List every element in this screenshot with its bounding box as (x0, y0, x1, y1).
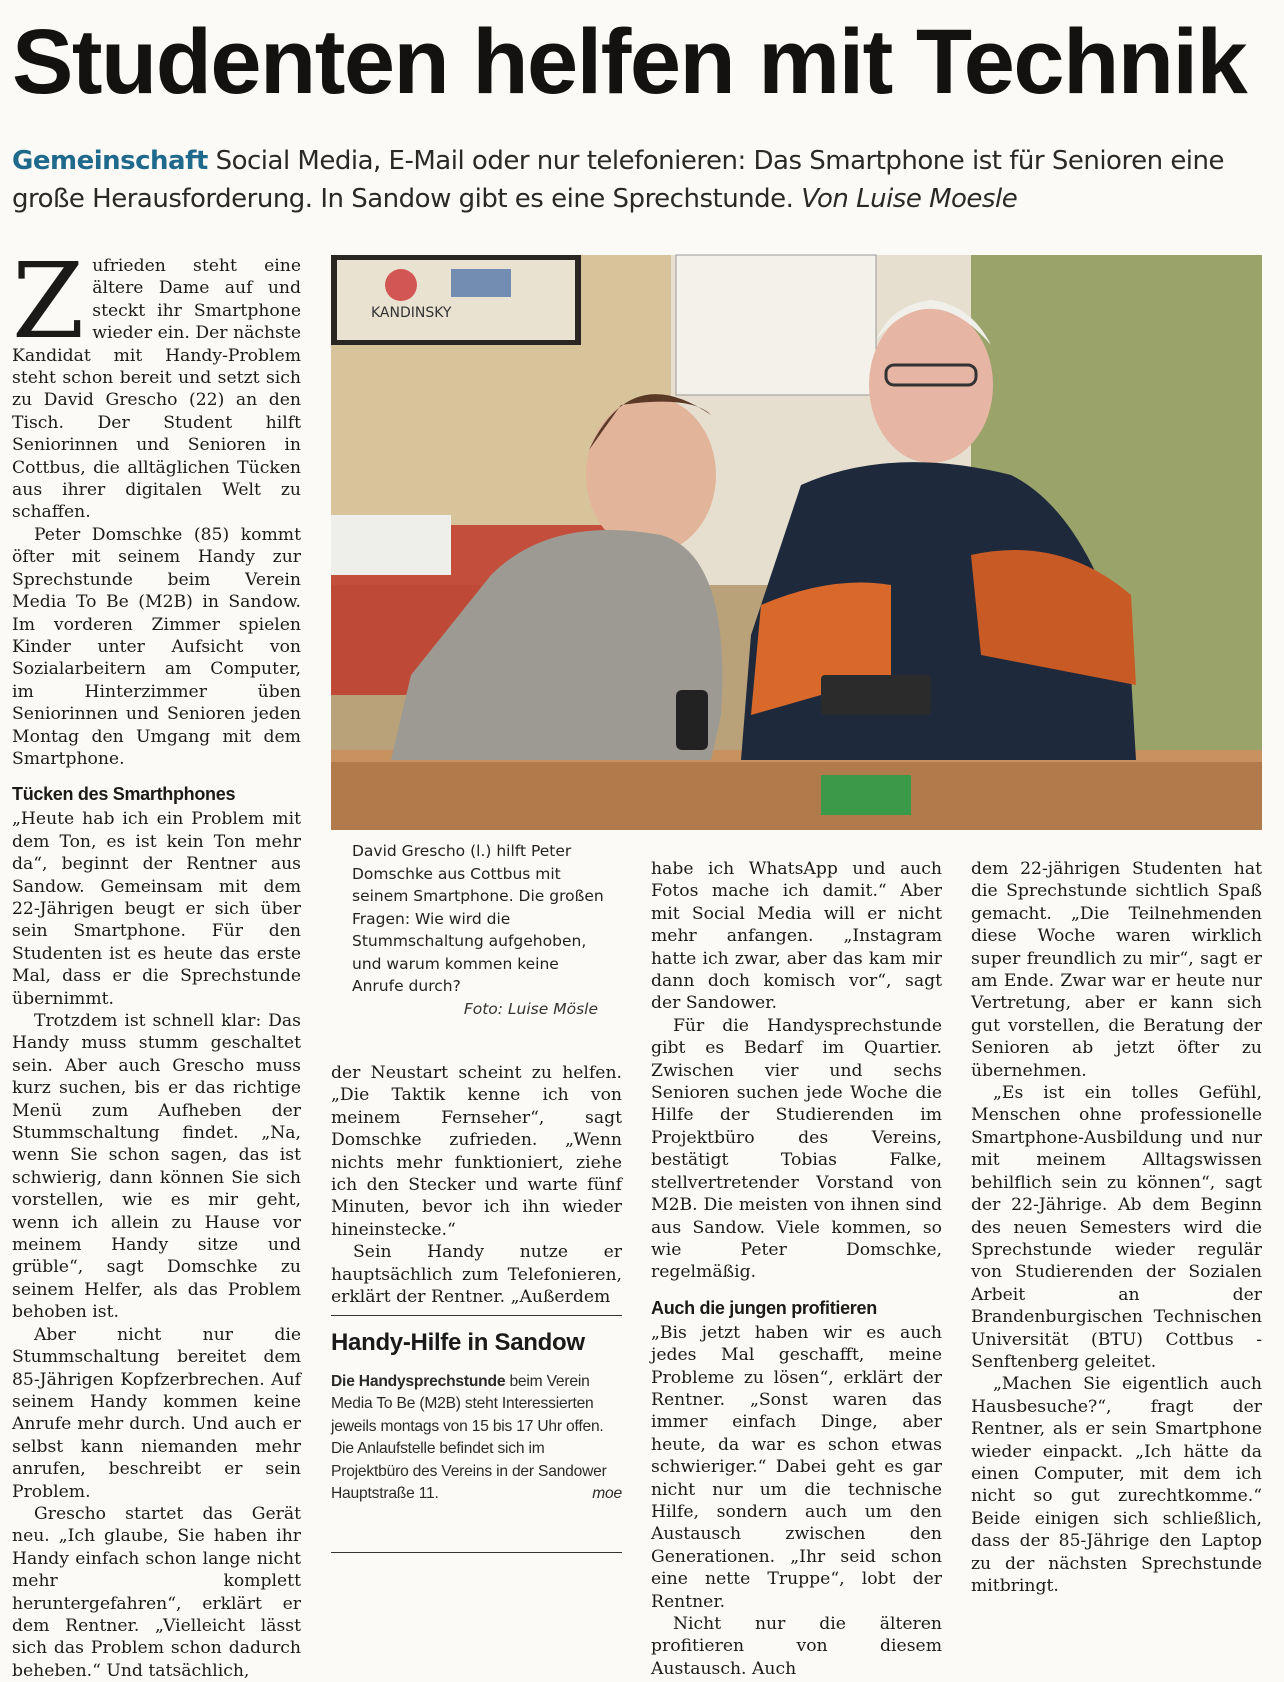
info-box-body: beim Verein Media To Be (M2B) steht Interessierten jeweils montags von 15 bis 17 Uhr offen. Die Anlaufstelle befindet sich im Projektbüro des Vereins in der Sandower Hauptstraße 11. (331, 1373, 607, 1503)
subheading: Tücken des Smarthphones (12, 784, 236, 805)
divider (331, 1552, 622, 1553)
photo-credit: Foto: Luise Mösle (463, 999, 598, 1018)
info-box-title: Handy-Hilfe in Sandow (331, 1329, 585, 1356)
paragraph: „Heute hab ich ein Problem mit dem Ton, es ist kein Ton mehr da“, beginnt der Rentner aus Sandow. Gemeinsam mit dem 22-Jährigen beugt er sich über sein Smartphone. Für den Studenten ist es heute das erste Mal, dass er die Sprechstunde übernimmt. (12, 809, 301, 1009)
photo-caption (352, 840, 606, 1020)
drop-cap: Z (12, 240, 85, 362)
paragraph: Aber nicht nur die Stummschaltung bereitet dem 85-Jährigen Kopfzerbrechen. Auf seinem Handy kommen keine Anrufe mehr durch. Und auch er selbst kann niemanden mehr anrufen, beschreibt er sein Problem. (12, 1324, 301, 1502)
paragraph: ufrieden steht eine ältere Dame auf und steckt ihr Smartphone wieder ein. Der nächste Kandidat mit Handy-Problem steht schon bereit und setzt sich zu David Grescho (22) an den Tisch. Der Student hilft Seniorinnen und Senioren in Cottbus, die alltäglichen Tücken aus ihrer digitalen Welt zu schaffen. (12, 256, 301, 523)
teaser-kicker: Gemeinschaft (12, 146, 208, 176)
teaser (12, 142, 1274, 218)
subheading: Auch die jungen profitieren (651, 1297, 877, 1318)
article-photo (331, 255, 1262, 830)
paragraph: Für die Handysprechstunde gibt es Bedarf im Quartier. Zwischen vier und sechs Senioren suchen jede Woche die Hilfe der Studierenden im Projektbüro des Vereins, bestätigt Tobias Falke, stellvertretender Vorstand von M2B. Die meisten von ihnen sind aus Sandow. Viele kommen, so wie Peter Domschke, regelmäßig. (651, 1015, 942, 1283)
paragraph: Sein Handy nutze er hauptsächlich zum Telefonieren, erklärt der Rentner. „Außerdem (331, 1242, 622, 1308)
poster-label: KANDINSKY (371, 305, 452, 321)
info-box (331, 1315, 622, 1560)
photo-illustration (331, 255, 1262, 830)
paragraph: Nicht nur die älteren profitieren von diesem Austausch. Auch (651, 1614, 942, 1679)
caption-text: David Grescho (l.) hilft Peter Domschke aus Cottbus mit seinem Smartphone. Die großen Fragen: Wie wird die Stummschaltung aufgehoben, und warum kommen keine Anrufe durch? (352, 842, 604, 995)
paragraph: „Es ist ein tolles Gefühl, Menschen ohne professionelle Smartphone-Ausbildung und nur mit meinem Alltagswissen behilflich sein zu können“, sagt der 22-Jährige. Ab dem Beginn des neuen Semesters wird die Sprechstunde wieder regulär von Studierenden der Sozialen Arbeit an der Brandenburgischen Technischen Universität (BTU) Cottbus - Senftenberg geleitet. (971, 1083, 1262, 1372)
article-column-4 (971, 858, 1262, 1597)
info-box-lead: Die Handysprechstunde (331, 1373, 506, 1390)
info-box-text (331, 1371, 622, 1505)
article-column-2 (331, 1062, 622, 1308)
info-box-author: moe (592, 1485, 622, 1503)
paragraph: Grescho startet das Gerät neu. „Ich glaube, Sie haben ihr Handy einfach schon lange nicht mehr komplett heruntergefahren“, erklärt er dem Rentner. „Vielleicht lässt sich das Problem schon dadurch beheben.“ Und tatsächlich, (12, 1503, 301, 1681)
paragraph: „Machen Sie eigentlich auch Hausbesuche?“, fragt der Rentner, als er sein Smartphone wieder einpackt. „Ich hätte da einen Computer, mit dem ich nicht so gut zurechtkomme.“ Beide einigen sich schließlich, dass der 85-Jährige den Laptop zu der nächsten Sprechstunde mitbringt. (971, 1374, 1262, 1596)
article-column-1 (12, 240, 301, 1682)
paragraph: Peter Domschke (85) kommt öfter mit seinem Handy zur Sprechstunde beim Verein Media To Be (M2B) in Sandow. Im vorderen Zimmer spielen Kinder unter Aufsicht von Sozialarbeitern am Computer, im Hinterzimmer üben Seniorinnen und Senioren jeden Montag den Umgang mit dem Smartphone. (12, 524, 301, 769)
paragraph: Trotzdem ist schnell klar: Das Handy muss stumm geschaltet sein. Aber auch Grescho muss kurz suchen, bis er das richtige Menü zum Aufheben der Stummschaltung findet. „Na, wenn Sie schon sagen, das ist schwierig, dann können Sie sich vorstellen, wie es mir geht, wenn ich allein zu Hause vor meinem Handy sitze und grüble“, sagt Domschke zu seinem Helfer, als das Problem behoben ist. (12, 1011, 301, 1323)
article-column-3 (651, 858, 942, 1680)
byline: Von Luise Moesle (801, 184, 1018, 214)
teaser-text: Social Media, E-Mail oder nur telefonieren: Das Smartphone ist für Senioren eine große Herausforderung. In Sandow gibt es eine Sprechstunde. (12, 146, 1225, 214)
paragraph: der Neustart scheint zu helfen. „Die Taktik kenne ich von meinem Fernseher“, sagt Domschke zufrieden. „Wenn nichts mehr funktioniert, ziehe ich den Stecker und warte fünf Minuten, bevor ich ihn wieder hineinstecke.“ (331, 1063, 622, 1240)
headline: Studenten helfen mit Technik (12, 11, 1247, 113)
paragraph: habe ich WhatsApp und auch Fotos mache ich damit.“ Aber mit Social Media will er nicht mehr anfangen. „Instagram hatte ich zwar, aber das kam mir dann doch komisch vor“, sagt der Sandower. (651, 859, 942, 1014)
paragraph: dem 22-jährigen Studenten hat die Sprechstunde sichtlich Spaß gemacht. „Die Teilnehmenden diese Woche waren wirklich super freundlich zu mir“, sagt er am Ende. Zwar war er heute nur Vertretung, aber er kann sich gut vorstellen, die Beratung der Senioren ab jetzt öfter zu übernehmen. (971, 859, 1262, 1081)
paragraph: „Bis jetzt haben wir es auch jedes Mal geschafft, meine Probleme zu lösen“, erklärt der Rentner. „Sonst waren das immer einfach Dinge, aber heute, da war es schon etwas schwieriger.“ Dabei geht es gar nicht nur um die technische Hilfe, sondern auch um den Austausch zwischen den Generationen. „Ihr seid schon eine nette Truppe“, lobt der Rentner. (651, 1322, 942, 1612)
